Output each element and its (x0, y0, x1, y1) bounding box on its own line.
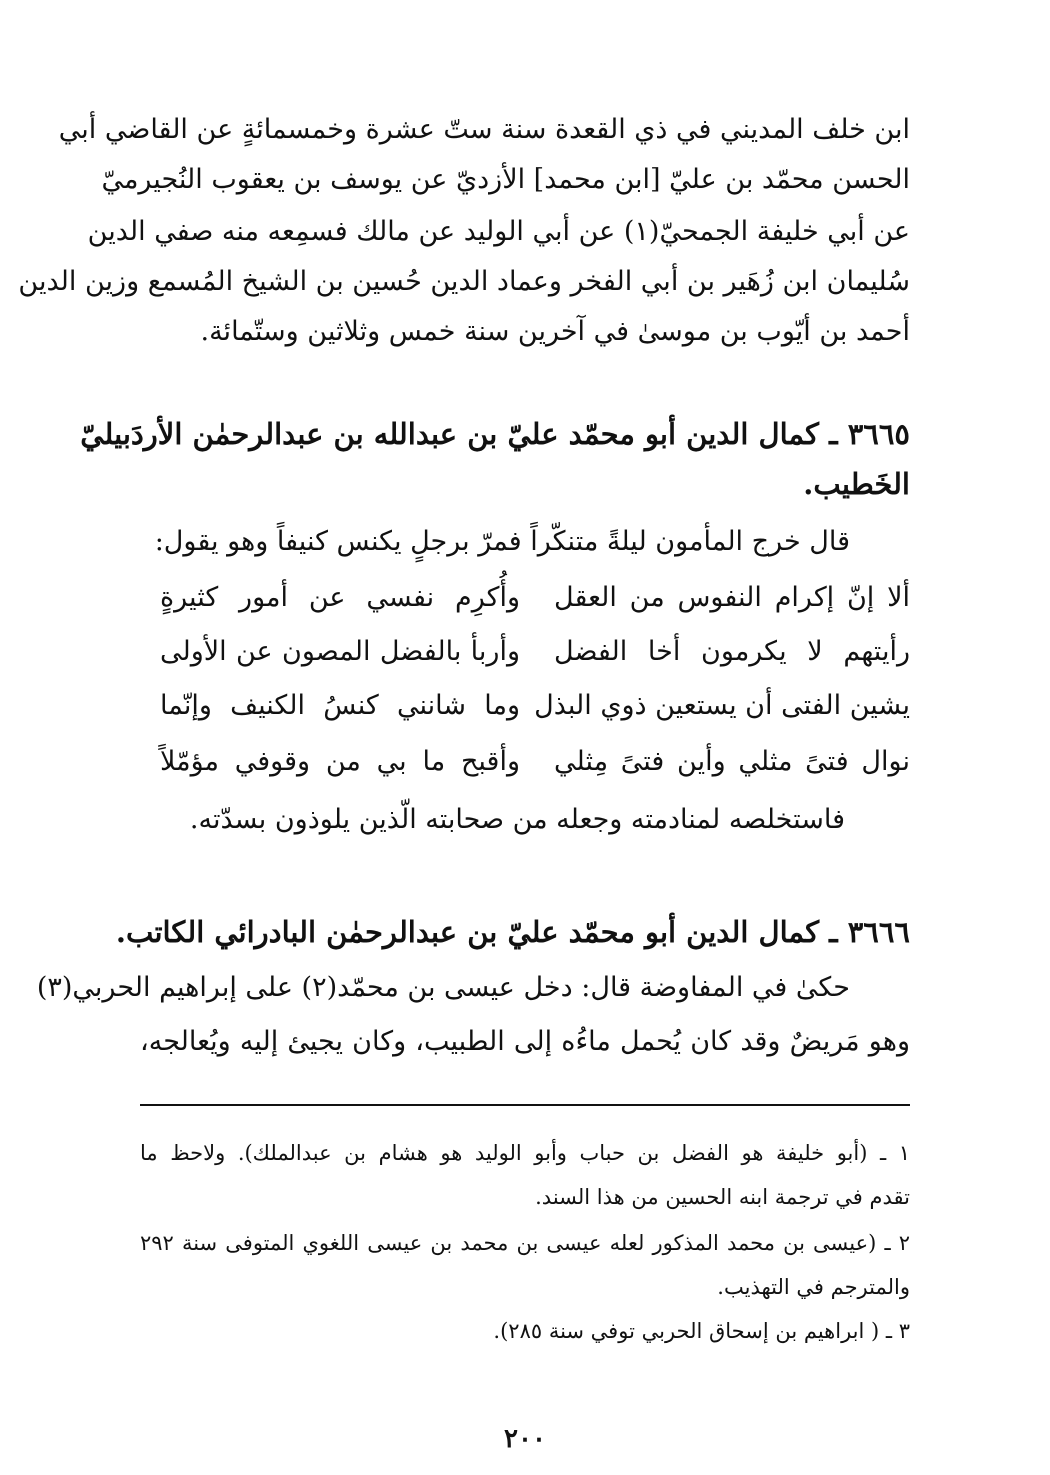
text-line: وهو مَريضٌ وقد كان يُحمل ماءُه إلى الطبيب، وكان يجيئ إليه ويُعالجه، (140, 1026, 910, 1057)
entry-heading: الخَطيب. (803, 467, 910, 501)
footnote-divider (140, 1104, 910, 1106)
text-line: الحسن محمّد بن عليّ [ابن محمد] الأزديّ عن يوسف بن يعقوب النُجيرميّ (101, 164, 910, 195)
entry-heading: ٣٦٦٥ ـ كمال الدين أبو محمّد عليّ بن عبدالله بن عبدالرحمٰن الأردَبيليّ (80, 417, 910, 451)
text-line: ابن خلف المديني في ذي القعدة سنة ستّ عشرة وخمسمائةٍ عن القاضي أبي (58, 114, 910, 145)
footnote-line: ٢ ـ (عيسى بن محمد المذكور لعله عيسى بن محمد بن عيسى اللغوي المتوفى سنة ٢٩٢ (140, 1231, 910, 1255)
footnote-line: تقدم في ترجمة ابنه الحسين من هذا السند. (535, 1185, 910, 1209)
page-number: ٢٠٠ (504, 1424, 546, 1454)
text-line: أحمد بن أيّوب بن موسىٰ في آخرين سنة خمس وثلاثين وستّمائة. (200, 316, 910, 347)
verse-hemistich: وأُكرِم نفسي عن أمور كثيرةٍ (160, 582, 520, 613)
verse-hemistich: يشين الفتى أن يستعين ذوي البذل (534, 690, 910, 721)
verse-hemistich: وما شانني كنسُ الكنيف وإنّما (160, 690, 520, 721)
footnote-line: ٣ ـ ( ابراهيم بن إسحاق الحربي توفي سنة ٢٨٥). (493, 1319, 910, 1343)
verse-hemistich: وأربأ بالفضل المصون عن الأولى (160, 636, 520, 667)
verse-hemistich: رأيتهم لا يكرمون أخا الفضل (554, 636, 910, 667)
text-line: عن أبي خليفة الجمحيّ(١) عن أبي الوليد عن مالك فسمِعه منه صفي الدين (87, 216, 910, 247)
verse-hemistich: وأقبح ما بي من وقوفي مؤمّلاً (160, 746, 520, 777)
text-line: سُليمان ابن زُهَير بن أبي الفخر وعماد الدين حُسين بن الشيخ المُسمع وزين الدين (18, 266, 910, 297)
verse-hemistich: ألا إنّ إكرام النفوس من العقل (554, 582, 910, 613)
footnote-line: والمترجم في التهذيب. (717, 1275, 910, 1299)
text-line: حكىٰ في المفاوضة قال: دخل عيسى بن محمّد(٢) على إبراهيم الحربي(٣) (36, 972, 850, 1003)
closing-paragraph: فاستخلصه لمنادمته وجعله من صحابته الّذين يلوذون بسدّته. (189, 804, 845, 835)
verse-hemistich: نوال فتىً مثلي وأين فتىً مِثلي (554, 746, 910, 777)
intro-paragraph: قال خرج المأمون ليلةً متنكّراً فمرّ برجلٍ يكنس كنيفاً وهو يقول: (154, 526, 850, 557)
entry-heading: ٣٦٦٦ ـ كمال الدين أبو محمّد عليّ بن عبدالرحمٰن البادرائي الكاتب. (115, 915, 910, 949)
footnote-line: ١ ـ (أبو خليفة هو الفضل بن حباب وأبو الوليد هو هشام بن عبدالملك). ولاحظ ما (140, 1141, 910, 1165)
